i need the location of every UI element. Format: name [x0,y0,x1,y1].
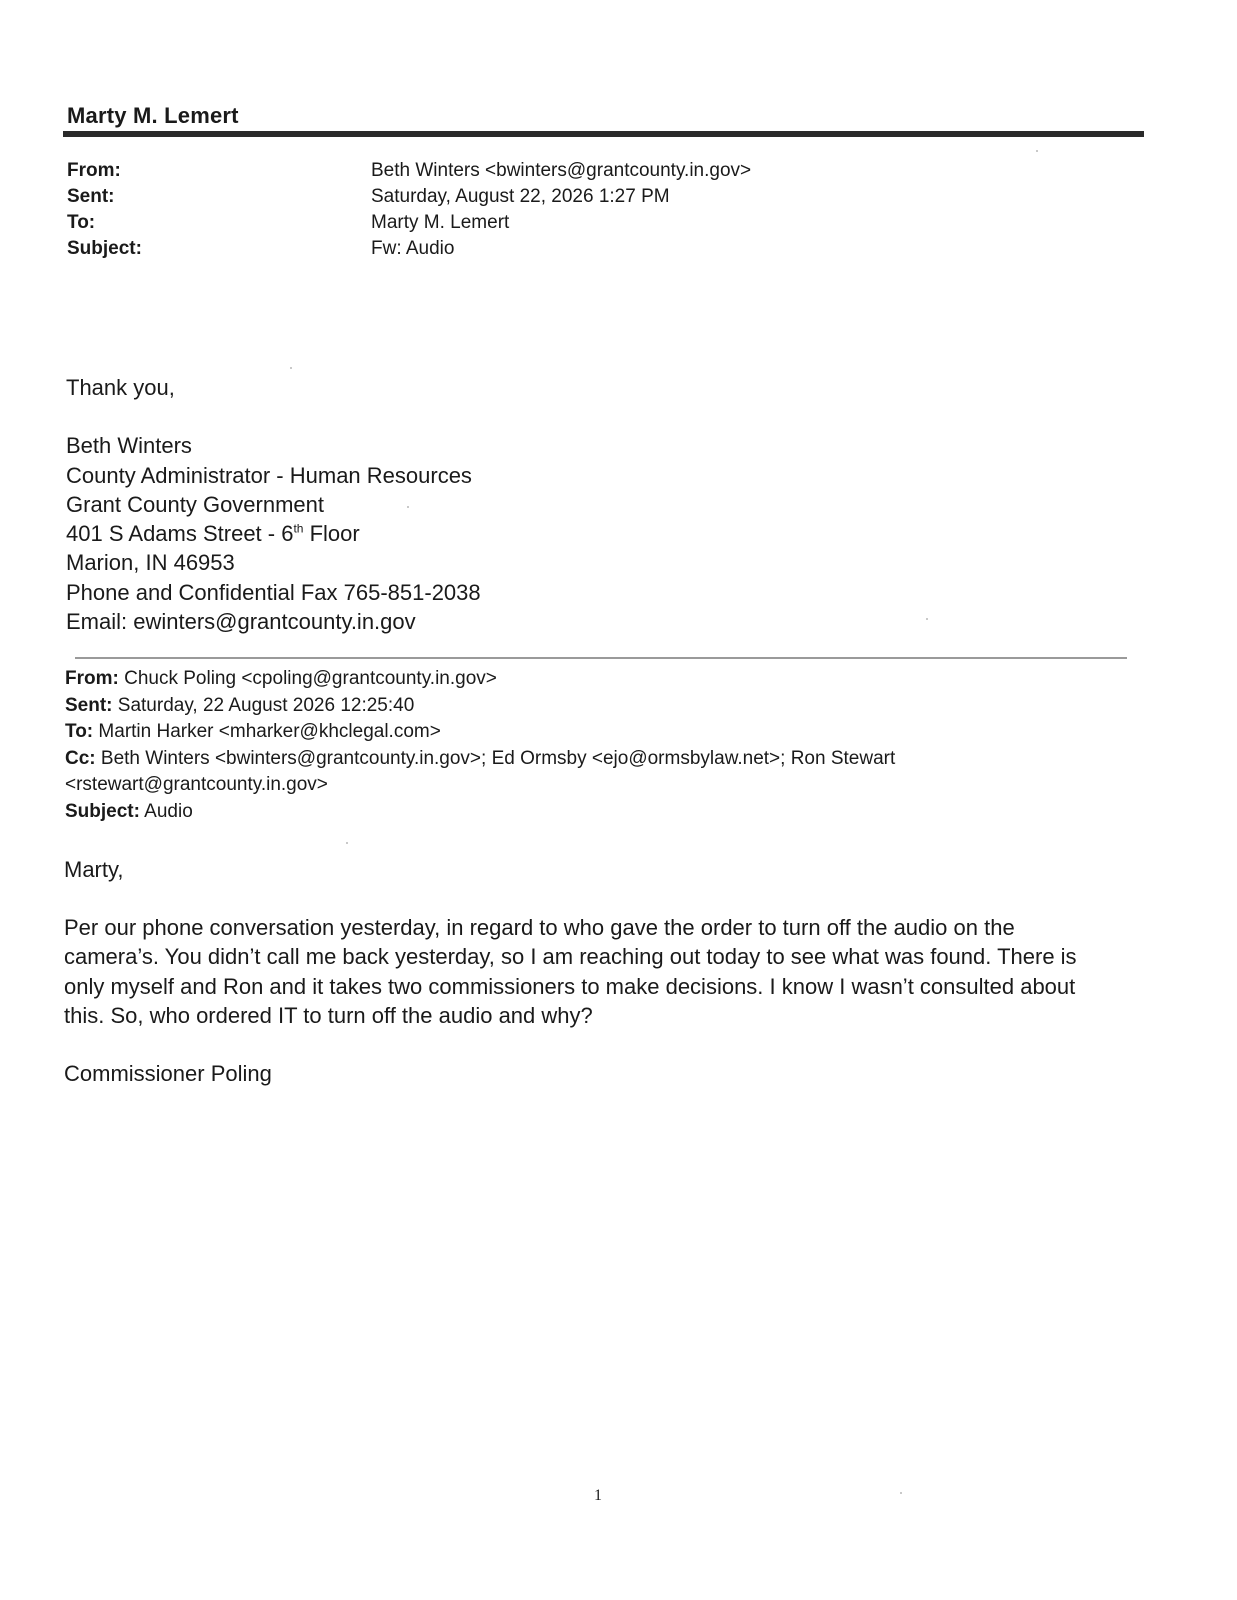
scan-speck [900,1492,902,1494]
fwd-cc-line-2: <rstewart@grantcounty.in.gov> [65,774,328,796]
sent-label: Sent: [67,186,115,207]
fwd-to-value: Martin Harker <mharker@khclegal.com> [93,721,441,743]
forwarded-header [65,666,1145,826]
address-street: 401 S Adams Street - 6 [66,521,294,547]
scan-speck [1036,150,1038,152]
signature-org: Grant County Government [66,491,325,517]
body-line: Per our phone conversation yesterday, in regard to who gave the order to turn off the audio on the [64,915,1015,941]
fwd-sent-value: Saturday, 22 August 2026 12:25:40 [112,694,415,716]
scan-speck [290,367,292,369]
fwd-sent-line [65,693,1145,720]
signature-block [66,373,481,636]
fwd-subject-line [65,799,1145,826]
fwd-to-line [65,719,1145,746]
fwd-subject-label: Subject: [65,800,140,822]
sent-value: Saturday, August 22, 2026 1:27 PM [371,186,670,207]
scan-speck [926,618,928,620]
fwd-subject-value: Audio [139,800,193,822]
address-floor: Floor [303,521,360,547]
scan-speck [346,842,348,844]
signature-title: County Administrator - Human Resources [66,462,472,488]
fwd-sent-label: Sent: [65,694,113,716]
scan-speck [407,506,409,508]
fwd-from-value: Chuck Poling <cpoling@grantcounty.in.gov> [118,668,497,689]
signature-name: Beth Winters [66,433,192,459]
subject-label: Subject: [67,238,142,259]
signature-address [66,519,481,548]
signature-email: Email: ewinters@grantcounty.in.gov [66,609,416,635]
fwd-cc-label: Cc: [65,747,96,769]
forward-divider [75,657,1127,659]
page-number: 1 [594,1487,602,1504]
body-line: camera’s. You didn’t call me back yesterday, so I am reaching out today to see what was found. There is [64,944,1077,970]
spacer [66,402,481,431]
fwd-cc-value-1: Beth Winters <bwinters@grantcounty.in.gov>; Ed Ormsby <ejo@ormsbylaw.net>; Ron Stewart [95,747,896,769]
to-value: Marty M. Lemert [371,212,510,233]
sign-off: Commissioner Poling [64,1061,272,1087]
greeting: Marty, [64,857,124,882]
fwd-to-label: To: [65,721,94,743]
fwd-from-line [65,666,1145,693]
body-line: this. So, who ordered IT to turn off the audio and why? [64,1002,593,1028]
header-divider [63,131,1144,137]
closing-line: Thank you, [66,375,175,400]
to-label: To: [67,212,96,233]
body-line: only myself and Ron and it takes two commissioners to make decisions. I know I wasn’t consulted about [64,973,1076,999]
from-label: From: [67,160,121,181]
fwd-cc-line [65,746,1145,773]
signature-city: Marion, IN 46953 [66,550,235,576]
fwd-from-label: From: [65,668,119,689]
from-value: Beth Winters <bwinters@grantcounty.in.gov> [371,160,752,181]
subject-value: Fw: Audio [371,238,455,259]
body-paragraph [64,913,1149,1030]
forwarded-body [64,855,1149,1117]
signature-phone: Phone and Confidential Fax 765-851-2038 [66,579,481,605]
mailbox-owner-name: Marty M. Lemert [67,103,239,128]
address-ordinal: th [293,521,304,536]
